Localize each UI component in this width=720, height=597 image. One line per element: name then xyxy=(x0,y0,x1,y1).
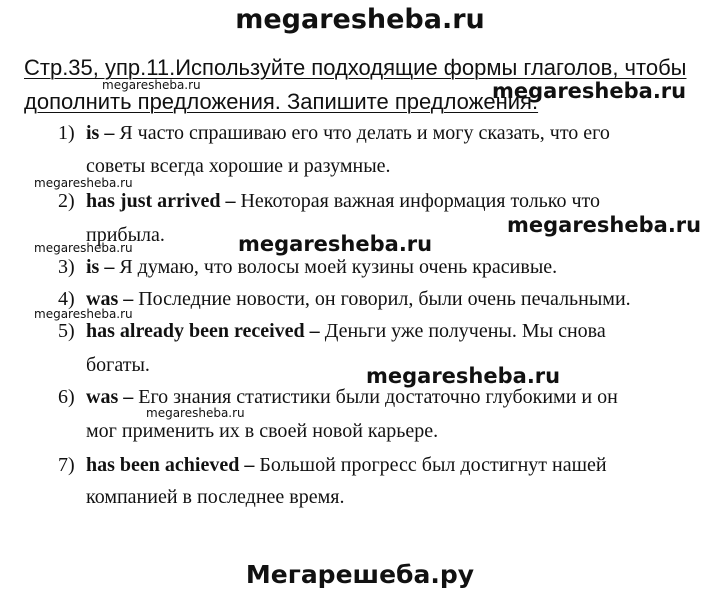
verb-form: has already been received – xyxy=(86,320,320,342)
item-number: 4) xyxy=(58,288,75,310)
exercise-title-line2: дополнить предложения. Запишите предложения. xyxy=(24,89,539,114)
answer-item-1 xyxy=(58,122,610,145)
exercise-title-line1: Стр.35, упр.11.Используйте подходящие формы глаголов, чтобы xyxy=(24,55,687,80)
answer-item-3 xyxy=(58,256,557,279)
watermark-large: megaresheba.ru xyxy=(492,79,687,103)
item-number: 3) xyxy=(58,256,75,278)
answer-item-2-continued: прибыла. xyxy=(86,224,165,246)
watermark-large: megaresheba.ru xyxy=(238,232,433,256)
watermark-small: megaresheba.ru xyxy=(34,307,133,321)
sentence-text: Некоторая важная информация только что xyxy=(235,190,601,212)
verb-form: has just arrived – xyxy=(86,190,236,212)
sentence-text: Я часто спрашиваю его что делать и могу сказать, что его xyxy=(114,122,610,144)
answer-item-2 xyxy=(58,190,600,213)
sentence-text: Я думаю, что волосы моей кузины очень красивые. xyxy=(114,256,558,278)
item-number: 5) xyxy=(58,320,75,342)
item-number: 6) xyxy=(58,386,75,408)
verb-form: is – xyxy=(86,256,115,278)
answer-item-7 xyxy=(58,454,607,477)
item-number: 2) xyxy=(58,190,75,212)
answer-item-4 xyxy=(58,288,631,311)
watermark-small: megaresheba.ru xyxy=(34,176,133,190)
watermark-small: megaresheba.ru xyxy=(146,406,245,420)
verb-form: was – xyxy=(86,386,134,408)
watermark-small: megaresheba.ru xyxy=(102,78,201,92)
watermark-large: megaresheba.ru xyxy=(507,213,702,237)
verb-form: has been achieved – xyxy=(86,454,255,476)
watermark-small: megaresheba.ru xyxy=(34,241,133,255)
verb-form: was – xyxy=(86,288,134,310)
answer-item-7-continued: компанией в последнее время. xyxy=(86,486,345,508)
answer-item-6 xyxy=(58,386,618,409)
sentence-text: Его знания статистики были достаточно глубокими и он xyxy=(133,386,618,408)
answer-item-5 xyxy=(58,320,606,343)
answer-item-5-continued: богаты. xyxy=(86,354,150,376)
item-number: 1) xyxy=(58,122,75,144)
item-number: 7) xyxy=(58,454,75,476)
site-footer: Мегарешеба.ру xyxy=(245,560,475,589)
answer-item-1-continued: советы всегда хорошие и разумные. xyxy=(86,155,391,177)
answer-item-6-continued: мог применить их в своей новой карьере. xyxy=(86,420,439,442)
site-header: megaresheba.ru xyxy=(235,4,485,35)
sentence-text: Большой прогресс был достигнут нашей xyxy=(254,454,607,476)
verb-form: is – xyxy=(86,122,115,144)
watermark-large: megaresheba.ru xyxy=(366,364,561,388)
sentence-text: Деньги уже получены. Мы снова xyxy=(319,320,606,342)
sentence-text: Последние новости, он говорил, были очень печальными. xyxy=(133,288,631,310)
